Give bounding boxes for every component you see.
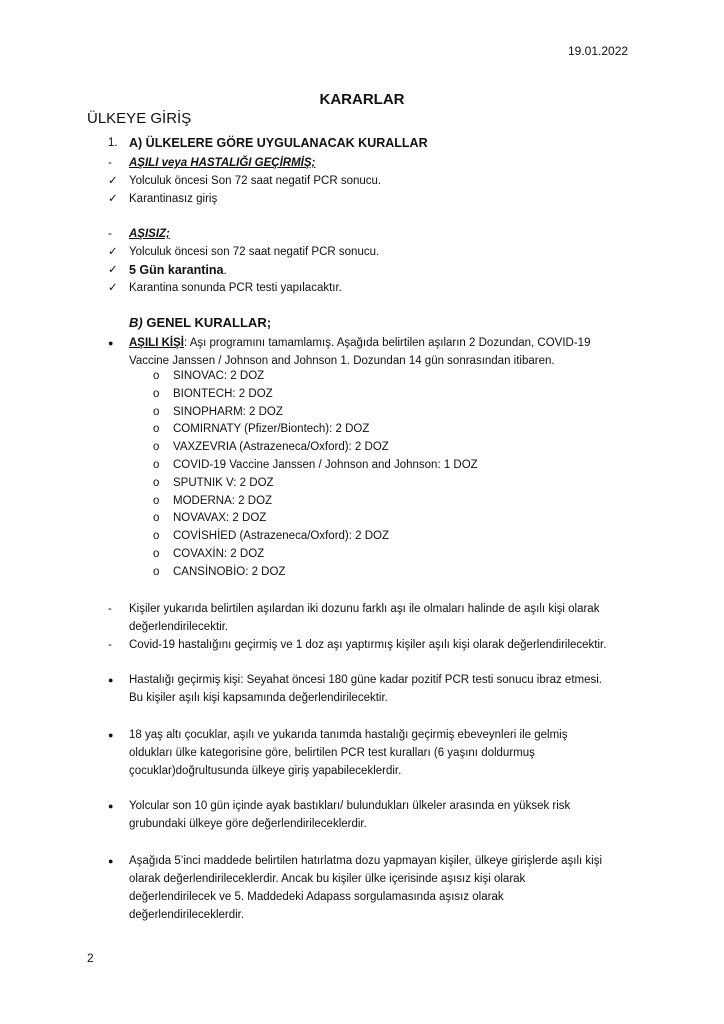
circle-bullet-icon: o [153, 494, 160, 507]
check-icon: ✓ [108, 175, 118, 187]
circle-bullet-icon: o [153, 548, 160, 560]
circle-bullet-icon: o [153, 387, 160, 400]
vaccinated-person-label: AŞILI KİŞİ [129, 337, 184, 349]
dash-rule-cont: değerlendirilecektir. [129, 621, 229, 633]
circle-bullet-icon: o [153, 565, 160, 578]
circle-bullet-icon: o [153, 512, 160, 525]
page-number: 2 [87, 951, 94, 965]
circle-bullet-icon: o [153, 476, 160, 489]
subsection-a-title: A) ÜLKELERE GÖRE UYGULANACAK KURALLAR [129, 136, 428, 150]
dash-marker: - [108, 228, 112, 240]
bullet-icon: ● [108, 730, 114, 740]
vaccinated-heading: AŞILI veya HASTALIĞI GEÇİRMİŞ; [129, 157, 316, 169]
page-title: KARARLAR [319, 91, 405, 108]
circle-bullet-icon: o [153, 441, 160, 454]
bullet-icon: ● [108, 675, 114, 685]
bullet-icon: ● [108, 856, 114, 866]
circle-bullet-icon: o [153, 530, 160, 543]
document-date: 19.01.2022 [568, 44, 629, 58]
check-icon: ✓ [108, 246, 118, 258]
dash-marker: - [108, 157, 112, 169]
circle-bullet-icon: o [153, 405, 160, 418]
check-icon: ✓ [108, 264, 118, 276]
unvaccinated-heading: AŞISIZ; [129, 228, 170, 240]
bullet-icon: ● [108, 801, 114, 811]
quarantine-text: 5 Gün karantina [129, 263, 224, 277]
circle-bullet-icon: o [153, 370, 160, 382]
vaccinated-person-definition-cont: Vaccine Janssen / Johnson and Johnson 1. Dozundan 14 gün sonrasından itibaren. [129, 355, 555, 367]
circle-bullet-icon: o [153, 459, 160, 471]
bullet-icon: ● [108, 338, 114, 348]
check-icon: ✓ [108, 282, 118, 294]
dash-marker: - [108, 639, 112, 651]
circle-bullet-icon: o [153, 423, 160, 436]
subsection-b-title: GENEL KURALLAR; [142, 315, 272, 330]
dash-marker: - [108, 603, 112, 615]
subsection-b-prefix: B) [129, 315, 143, 330]
list-number: 1. [108, 137, 118, 149]
check-icon: ✓ [108, 193, 118, 205]
section-heading: ÜLKEYE GİRİŞ [87, 110, 192, 127]
